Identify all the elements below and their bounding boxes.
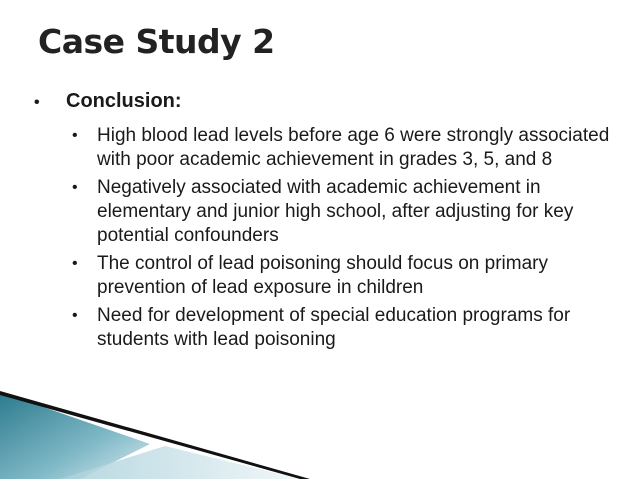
bullet-icon: • xyxy=(72,255,78,272)
decorative-swoosh xyxy=(0,384,638,479)
point-text: Negatively associated with academic achievement in elementary and junior high school, after adjusting for key potential confounders xyxy=(97,177,574,246)
bullet-icon: • xyxy=(72,179,78,196)
conclusion-points xyxy=(34,124,614,352)
point-text: High blood lead levels before age 6 were strongly associated with poor academic achievement in grades 3, 5, and 8 xyxy=(97,125,610,170)
list-item xyxy=(34,124,614,172)
bullet-icon: • xyxy=(72,127,78,144)
bullet-icon: • xyxy=(72,307,78,324)
list-item xyxy=(34,252,614,300)
list-item xyxy=(34,304,614,352)
list-item xyxy=(34,176,614,248)
point-text: The control of lead poisoning should focus on primary prevention of lead exposure in children xyxy=(97,253,548,298)
point-text: Need for development of special education programs for students with lead poisoning xyxy=(97,305,571,350)
conclusion-label: Conclusion: xyxy=(66,90,182,112)
slide-title: Case Study 2 xyxy=(38,22,275,61)
slide-body xyxy=(34,88,614,356)
bullet-icon: • xyxy=(34,94,40,111)
conclusion-heading xyxy=(34,88,614,116)
